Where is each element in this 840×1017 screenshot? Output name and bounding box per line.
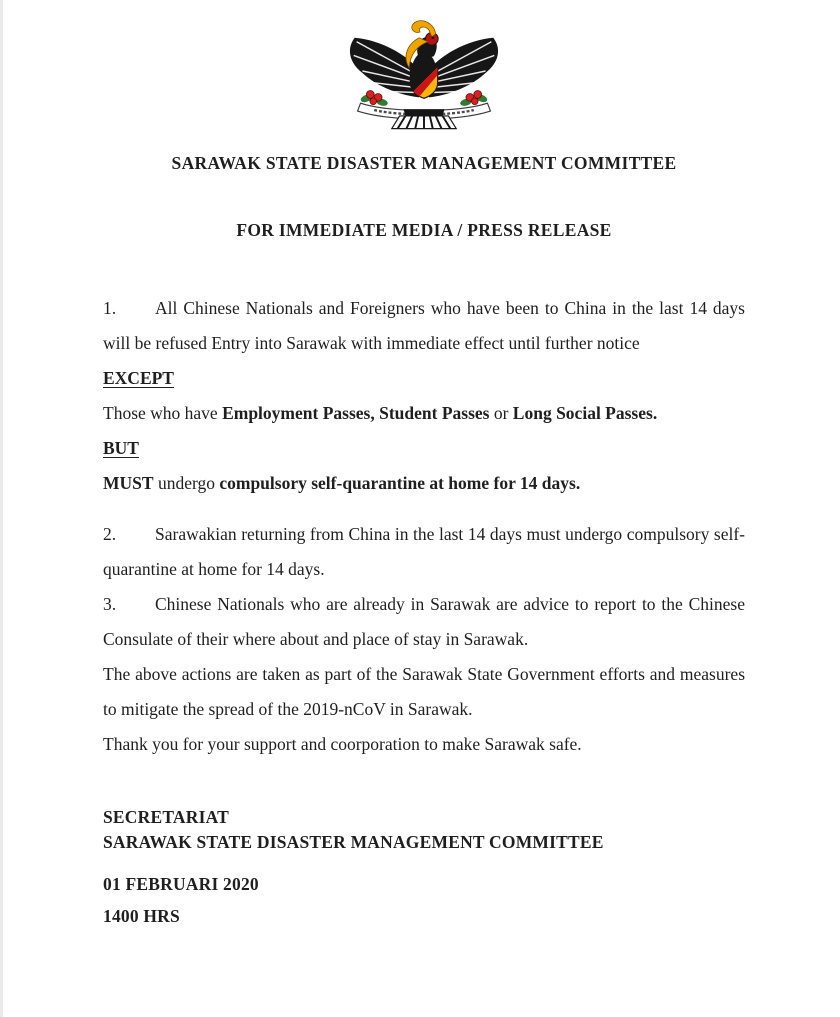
but-heading-label: BUT (103, 438, 139, 458)
must-paragraph (103, 466, 745, 501)
item-1-text: All Chinese Nationals and Foreigners who have been to China in the last 14 days will be refused Entry into Sarawak with immediate effect until further notice (103, 298, 745, 353)
document-footer (103, 805, 745, 932)
closing-paragraph-2: Thank you for your support and coorporation to make Sarawak safe. (103, 734, 582, 754)
except-heading (103, 361, 745, 396)
document-body (103, 291, 745, 762)
item-3-text: Chinese Nationals who are already in Sarawak are advice to report to the Chinese Consulate of their where about and place of stay in Sarawak. (103, 594, 745, 649)
release-time: 1400 HRS (103, 906, 180, 926)
paragraph-item-2 (103, 517, 745, 587)
secretariat-label: SECRETARIAT (103, 807, 230, 827)
document-subtitle: FOR IMMEDIATE MEDIA / PRESS RELEASE (236, 220, 612, 240)
closing-paragraph-1: The above actions are taken as part of the Sarawak State Government efforts and measures to mitigate the spread of the 2019-nCoV in Sarawak. (103, 664, 745, 719)
except-run-1: Employment Passes, Student Passes (222, 403, 490, 423)
secretariat-committee-label: SARAWAK STATE DISASTER MANAGEMENT COMMITTEE (103, 832, 604, 852)
except-paragraph (103, 396, 745, 431)
sarawak-coat-of-arms-icon (341, 12, 507, 130)
release-date: 01 FEBRUARI 2020 (103, 874, 259, 894)
must-run-1: undergo (153, 473, 220, 493)
item-2-text: Sarawakian returning from China in the last 14 days must undergo compulsory self-quarantine at home for 14 days. (103, 524, 745, 579)
except-heading-label: EXCEPT (103, 368, 174, 388)
except-run-2: or (489, 403, 513, 423)
must-run-2: compulsory self-quarantine at home for 14 days. (219, 473, 581, 493)
item-3-number: 3. (103, 594, 117, 614)
paragraph-item-1 (103, 291, 745, 361)
but-heading (103, 431, 745, 466)
item-2-number: 2. (103, 524, 117, 544)
item-1-number: 1. (103, 298, 117, 318)
must-run-0: MUST (103, 473, 154, 493)
document-title: SARAWAK STATE DISASTER MANAGEMENT COMMITTEE (171, 153, 677, 173)
except-run-3: Long Social Passes. (512, 403, 658, 423)
paragraph-item-3 (103, 587, 745, 657)
except-run-0: Those who have (103, 403, 223, 423)
